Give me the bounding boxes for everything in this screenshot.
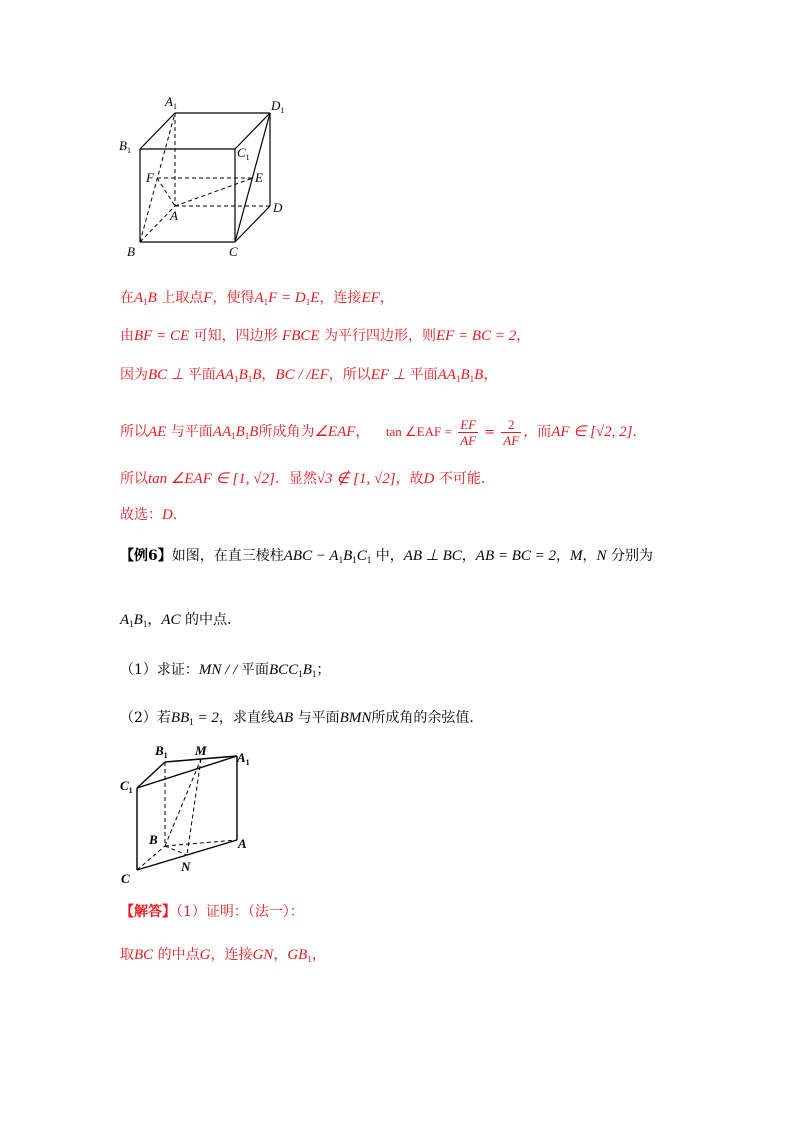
label-E: E: [255, 170, 263, 185]
solution-line-5: 所以tan ∠EAF ∈ [1, √2]．显然√3 ∉ [1, √2]，故D 不可能．: [120, 471, 495, 487]
label-D: D: [273, 200, 283, 215]
label-M: M: [195, 743, 207, 758]
cube-figure: [115, 90, 300, 265]
label-B1: $B_1$: [119, 138, 131, 155]
solution-line-3: 因为BC ⊥ 平面$AA_1B_1B$，BC / /EF，所以EF ⊥ 平面$AA_1B_1B$，: [120, 367, 498, 384]
fraction-2-af: $\frac{2}{AF}$: [503, 416, 520, 448]
solution-line-1: 在$A_1B$ 上取点F，使得$A_1F = D_1E$，连接EF，: [120, 290, 394, 307]
label-A1: $A_1$: [165, 94, 177, 111]
question-1: （1）求证：MN / / 平面$BCC_1B_1$；: [120, 662, 331, 679]
answer-line-2: 取BC 的中点G，连接GN，$GB_1$，: [120, 947, 326, 964]
label-A1: $A_1$: [237, 750, 250, 767]
label-B: B: [127, 244, 135, 259]
fraction-ef-af: $\frac{EF}{AF}$: [460, 416, 477, 448]
label-C1: $C_1$: [120, 778, 133, 795]
label-F: F: [146, 170, 154, 185]
question-2: （2）若$BB_1 = 2$，求直线AB 与平面BMN所成角的余弦值.: [120, 710, 474, 727]
solution-line-4: 所以AE 与平面$AA_1B_1B$所成角为∠EAF， tan ∠EAF = $\frac{EF}{AF}$ = $\frac{2}{AF}$ ，而AF ∈ [√2, 2]．: [120, 416, 647, 448]
label-N: N: [181, 859, 191, 874]
example6-statement: 【例6】如图，在直三棱柱ABC − $A_1B_1C_1$ 中，AB ⊥ BC，AB = BC = 2，M，N 分别为: [120, 548, 654, 565]
label-D1: $D_1$: [271, 98, 285, 115]
label-A: A: [238, 836, 247, 851]
label-B: B: [149, 832, 158, 847]
label-C1: $C_1$: [237, 145, 250, 162]
label-B1: $B_1$: [155, 743, 168, 760]
label-C: C: [229, 244, 238, 259]
prism-figure: [115, 740, 265, 890]
solution-line-2: 由BF = CE 可知，四边形 FBCE 为平行四边形，则EF = BC = 2，: [120, 328, 531, 344]
answer-heading: 【解答】（1）证明：（法一）：: [120, 904, 304, 920]
label-A: A: [170, 208, 178, 223]
label-C: C: [121, 871, 130, 886]
example6-line-2: $A_1B_1$，AC 的中点.: [120, 612, 232, 629]
solution-line-6: 故选：D．: [120, 507, 187, 523]
